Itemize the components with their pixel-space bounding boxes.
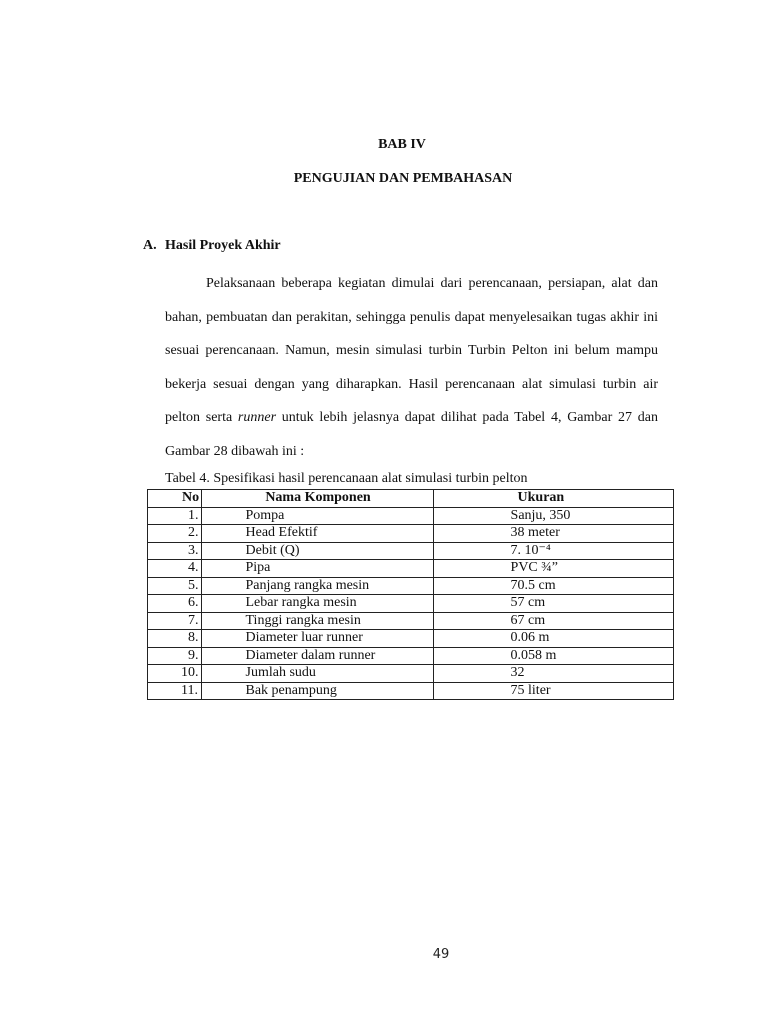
component-size: Sanju, 350 (433, 507, 673, 525)
row-number: 4. (148, 560, 202, 578)
paragraph-text-1: Pelaksanaan beberapa kegiatan dimulai dari perencanaan, persiapan, alat dan bahan, pembuatan dan perakitan, sehingga penulis dapat menyelesaikan tugas akhir ini sesuai perencanaan. Namun, mesin simulasi turbin Turbin Pelton ini belum mampu bekerja sesuai dengan yang diharapkan. Hasil perencanaan alat simulasi turbin air pelton serta (165, 276, 658, 425)
table-row (148, 630, 674, 648)
table-row (148, 542, 674, 560)
table-row (148, 560, 674, 578)
header-size: Ukuran (433, 490, 673, 508)
table-body (148, 507, 674, 700)
component-name: Diameter dalam runner (201, 647, 433, 665)
row-number: 1. (148, 507, 202, 525)
section-heading (143, 238, 281, 254)
table-row (148, 665, 674, 683)
row-number: 11. (148, 682, 202, 700)
component-size: 32 (433, 665, 673, 683)
row-number: 5. (148, 577, 202, 595)
header-no: No (148, 490, 202, 508)
component-size: 0.058 m (433, 647, 673, 665)
row-number: 3. (148, 542, 202, 560)
component-size: 0.06 m (433, 630, 673, 648)
row-number: 7. (148, 612, 202, 630)
paragraph-italic-term: runner (237, 410, 277, 425)
table-row (148, 612, 674, 630)
component-name: Head Efektif (201, 525, 433, 543)
component-name: Lebar rangka mesin (201, 595, 433, 613)
component-name: Jumlah sudu (201, 665, 433, 683)
component-name: Diameter luar runner (201, 630, 433, 648)
chapter-number: BAB IV (378, 137, 426, 152)
page-number: 49 (432, 947, 450, 962)
row-number: 6. (148, 595, 202, 613)
row-number: 8. (148, 630, 202, 648)
component-size: 7. 10⁻⁴ (433, 542, 673, 560)
table-row (148, 595, 674, 613)
component-size: 38 meter (433, 525, 673, 543)
component-name: Tinggi rangka mesin (201, 612, 433, 630)
row-number: 9. (148, 647, 202, 665)
section-title: Hasil Proyek Akhir (165, 238, 281, 253)
chapter-title: PENGUJIAN DAN PEMBAHASAN (293, 171, 513, 186)
specification-table (147, 489, 674, 700)
table-row (148, 647, 674, 665)
component-size: 57 cm (433, 595, 673, 613)
component-name: Panjang rangka mesin (201, 577, 433, 595)
body-paragraph (165, 267, 658, 468)
row-number: 10. (148, 665, 202, 683)
table-header-row (148, 490, 674, 508)
component-name: Pipa (201, 560, 433, 578)
table-row (148, 682, 674, 700)
row-number: 2. (148, 525, 202, 543)
component-size: 67 cm (433, 612, 673, 630)
table-row (148, 507, 674, 525)
component-name: Debit (Q) (201, 542, 433, 560)
table-row (148, 577, 674, 595)
table-caption: Tabel 4. Spesifikasi hasil perencanaan alat simulasi turbin pelton (165, 471, 528, 486)
component-size: PVC ¾” (433, 560, 673, 578)
paragraph-text-2: untuk lebih jelasnya dapat dilihat pada Tabel 4, Gambar 27 dan Gambar 28 dibawah ini : (165, 410, 658, 459)
component-name: Bak penampung (201, 682, 433, 700)
component-name: Pompa (201, 507, 433, 525)
component-size: 75 liter (433, 682, 673, 700)
component-size: 70.5 cm (433, 577, 673, 595)
header-component-name: Nama Komponen (201, 490, 433, 508)
table-row (148, 525, 674, 543)
section-letter: A. (143, 238, 157, 253)
